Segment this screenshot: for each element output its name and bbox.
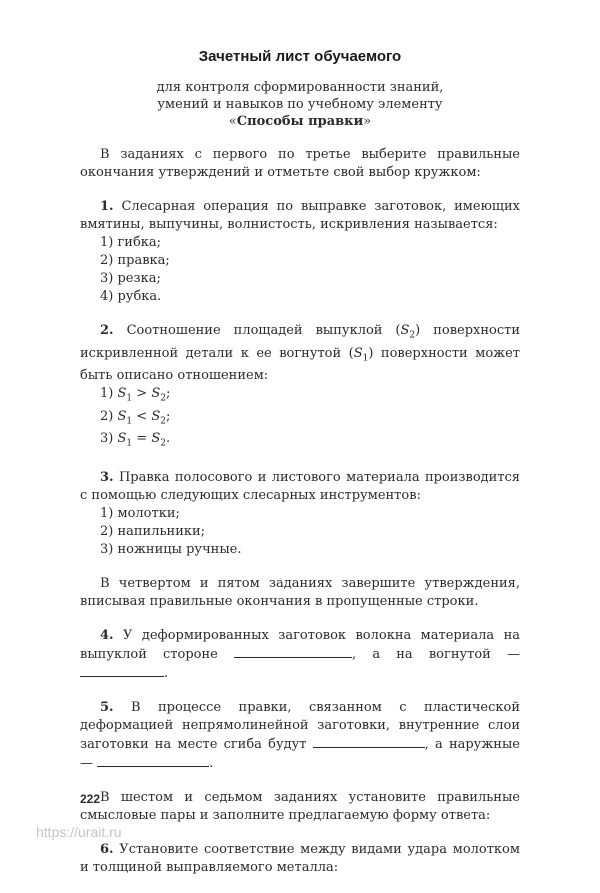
question-number: 4. bbox=[100, 627, 114, 643]
question-number: 6. bbox=[100, 841, 114, 857]
answer-option[interactable]: 3) $S_1 = S_2$. bbox=[100, 431, 171, 449]
subtitle-line-1: для контроля сформированности знаний, bbox=[156, 80, 444, 95]
question-number: 1. bbox=[100, 199, 114, 214]
answer-option[interactable]: 2) правка; bbox=[100, 253, 170, 268]
intro-paragraph-3: В шестом и седьмом заданиях установите правильные смысловые пары и заполните предлагаемую форму ответа: bbox=[80, 789, 520, 823]
answer-blank[interactable] bbox=[313, 735, 425, 748]
question-1 bbox=[80, 198, 520, 306]
intro-paragraph-2: В четвертом и пятом заданиях завершите утверждения, вписывая правильные окончания в пропущенные строки. bbox=[80, 575, 520, 609]
answer-option[interactable]: 1) гибка; bbox=[100, 235, 162, 250]
answer-option[interactable]: 2) напильники; bbox=[100, 523, 206, 539]
answer-option[interactable]: 3) резка; bbox=[100, 271, 161, 286]
question-3 bbox=[80, 469, 520, 559]
question-6 bbox=[80, 841, 520, 877]
answer-option[interactable]: 3) ножницы ручные. bbox=[100, 541, 242, 557]
answer-blank[interactable] bbox=[97, 754, 209, 767]
page-content bbox=[80, 48, 520, 893]
subtitle-line-2: умений и навыков по учебному элементу bbox=[157, 97, 443, 112]
subtitle bbox=[80, 79, 520, 130]
close-quote: » bbox=[363, 114, 372, 129]
page-number: 222 bbox=[80, 792, 101, 806]
intro-paragraph-1: В заданиях с первого по третье выберите правильные окончания утверждений и отметьте свой выбор кружком: bbox=[80, 147, 520, 180]
element-name: Способы правки bbox=[236, 114, 364, 129]
question-text: Установите соответствие между видами удара молотком и толщиной выправляемого металла: bbox=[80, 841, 520, 875]
watermark-url: https://urait.ru bbox=[36, 824, 122, 840]
question-text: Слесарная операция по выправке заготовок, имеющих вмятины, выпучины, волнистость, искривления называется: bbox=[80, 199, 521, 232]
question-number: 3. bbox=[100, 469, 114, 485]
subtitle-line-3 bbox=[80, 113, 520, 130]
answer-option[interactable]: 2) $S_1 < S_2$; bbox=[100, 408, 171, 427]
question-2: 2. Соотношение площадей выпуклой $(S_2)$ поверхности искривленной детали к ее вогнутой $(S_1)$ поверхности может быть описано отношением: 1) $S_1 > S_2$; 2) $S_1 < S_2$; 3) $S_1 = S_2$. bbox=[80, 322, 520, 453]
open-quote: « bbox=[228, 114, 237, 129]
page-title: Зачетный лист обучаемого bbox=[198, 48, 402, 65]
answer-blank[interactable] bbox=[80, 664, 164, 677]
answer-option[interactable]: 1) $S_1 > S_2$; bbox=[100, 386, 171, 404]
question-4: 4. У деформированных заготовок волокна материала на выпуклой стороне , а на вогнутой — . bbox=[80, 627, 520, 681]
question-number: 2. bbox=[100, 323, 114, 338]
answer-option[interactable]: 4) рубка. bbox=[100, 289, 162, 304]
question-5: 5. В процессе правки, связанном с пластической деформацией непрямолинейной заготовки, внутренние слои заготовки на месте сгиба будут , а наружные — . bbox=[80, 699, 520, 771]
question-number: 5. bbox=[100, 699, 114, 715]
answer-option[interactable]: 1) молотки; bbox=[100, 505, 180, 521]
question-text: Правка полосового и листового материала производится с помощью следующих слесарных инструментов: bbox=[80, 469, 520, 503]
answer-blank[interactable] bbox=[234, 645, 352, 658]
